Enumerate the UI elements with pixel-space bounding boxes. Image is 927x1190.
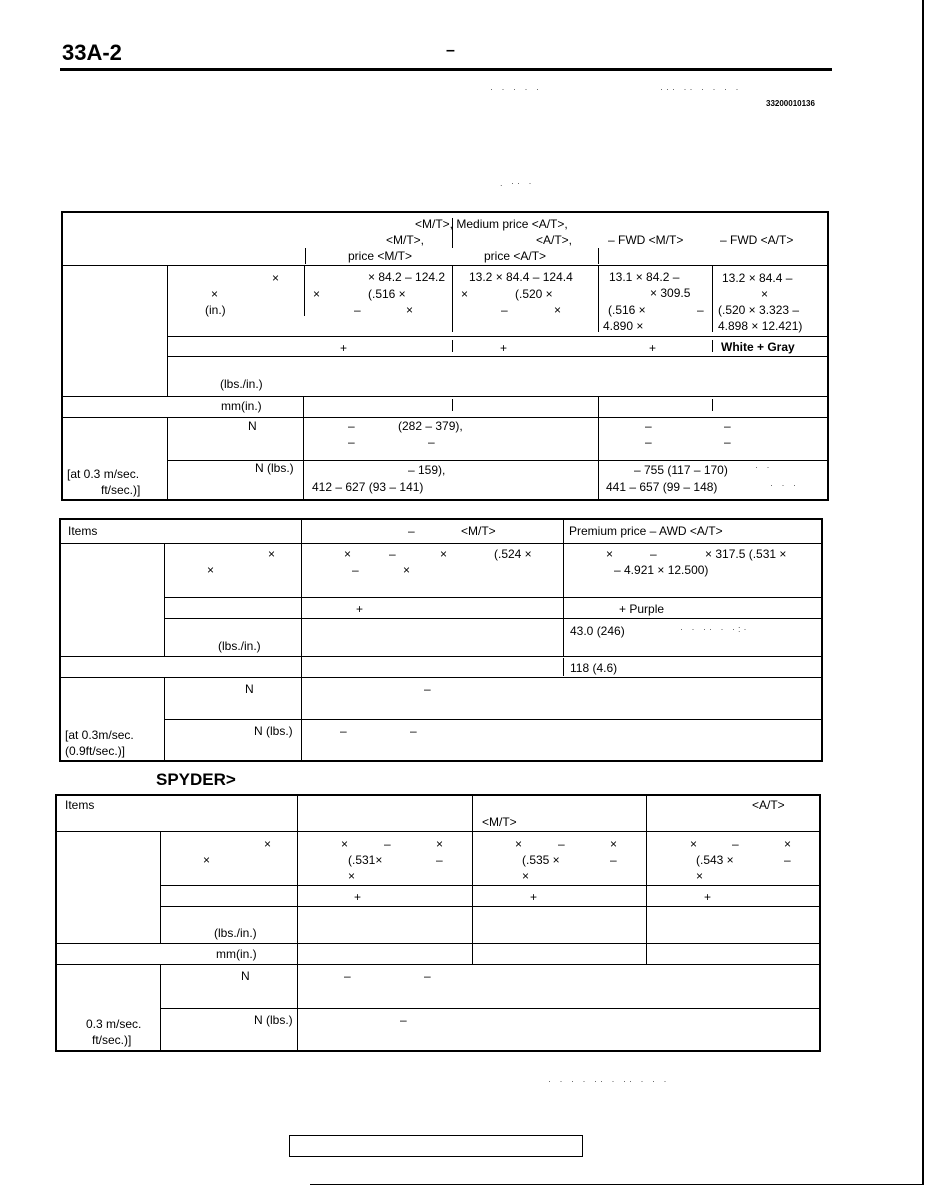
table-divider [165,618,822,619]
table-divider [712,399,713,411]
row-label: N [241,969,250,983]
cell: – 4.921 × 12.500) [614,563,709,577]
cell: × [403,563,411,577]
cell: – [732,837,739,851]
cell: (.520 × [515,287,553,301]
row-label: 0.3 m/sec. [86,1017,142,1031]
cell: × 84.2 – 124.2 [368,270,446,284]
table-divider [712,266,713,332]
cell: – [645,419,652,433]
row-label: (lbs./in.) [214,926,257,940]
cell: + [340,341,348,355]
document-code: 33200010136 [766,99,815,108]
cell: × [341,837,349,851]
table-divider [305,248,306,264]
row-label: (lbs./in.) [218,639,261,653]
cell: (.520 × 3.323 – [718,303,800,317]
scan-noise: . ·· · [500,178,535,188]
cell: 118 (4.6) [570,661,618,675]
table-divider [303,418,304,500]
row-label: N [245,682,254,696]
row-label: × [268,547,276,561]
table-divider [160,832,161,943]
table-divider [167,418,168,500]
cell: – [784,853,791,867]
cell: White + Gray [721,340,795,354]
row-label: × [207,563,215,577]
cell: 13.2 × 84.4 – 124.4 [469,270,573,284]
items-label: Items [65,798,95,812]
table-divider [452,266,453,332]
table-divider [165,719,822,720]
table-3-frame [55,794,821,1052]
scan-noise: · · · [770,480,799,490]
cell: – [340,724,347,738]
page-border-right [922,0,924,1185]
table-divider [56,831,820,832]
cell: + Purple [619,602,665,616]
row-label: × [211,287,219,301]
table-divider [167,266,168,396]
row-label: N [248,419,257,433]
row-label: × [272,271,280,285]
cell: – [400,1013,407,1027]
table-divider [161,1008,820,1009]
cell: (.516 × [608,303,646,317]
cell: 13.2 × 84.4 – [722,271,793,285]
cell: – 755 (117 – 170) [634,463,728,477]
cell: 441 – 657 (99 – 148) [606,480,718,494]
cell: – [428,435,435,449]
row-label: (0.9ft/sec.)] [65,744,126,758]
cell: (.531× [348,853,383,867]
cell: × [606,547,614,561]
cell: 412 – 627 (93 – 141) [312,480,424,494]
cell: × [406,303,414,317]
cell: × [348,869,356,883]
table-divider [56,964,820,965]
table-divider [61,417,827,418]
cell: – [410,724,417,738]
cell: – [697,303,704,317]
cell: × [610,837,618,851]
row-label: mm(in.) [221,399,262,413]
table-divider [304,266,305,316]
cell: 13.1 × 84.2 – [609,270,680,284]
cell: – [352,563,359,577]
row-label: (in.) [205,303,226,317]
cell: – [558,837,565,851]
column-header: <M/T> [461,524,496,538]
scan-noise: · · · · ·· · ·· · · · [548,1076,670,1086]
cell: (.524 × [494,547,532,561]
cell: × [313,287,321,301]
scan-noise: · · ·· · ·:· [680,624,750,634]
cell: (.516 × [368,287,406,301]
page-border-bottom [310,1184,923,1185]
cell: – [389,547,396,561]
cell: × [696,869,704,883]
row-label: N (lbs.) [254,1013,293,1027]
table-divider [598,248,599,264]
table-divider [297,795,298,1051]
cell: – [724,419,731,433]
cell: × [522,869,530,883]
cell: 4.898 × 12.421) [718,319,803,333]
column-header: <A/T>, [536,233,573,247]
table-divider [563,519,564,656]
column-header: Premium price – AWD <A/T> [569,524,723,538]
column-header: <M/T>, [386,233,425,247]
table-divider [303,397,304,417]
scan-noise: · · [755,462,773,472]
page-number: 33A-2 [62,40,122,65]
cell: – [645,435,652,449]
row-label: ft/sec.)] [92,1033,132,1047]
table-divider [598,266,599,332]
table-divider [56,943,820,944]
table-divider [168,336,827,337]
table-divider [452,399,453,411]
column-header: <A/T> [752,798,785,812]
row-label: ft/sec.)] [101,483,141,497]
cell: + [649,341,657,355]
table-divider [452,340,453,352]
table-divider [60,677,822,678]
cell: – [610,853,617,867]
table-divider [161,885,820,886]
row-label: [at 0.3m/sec. [65,728,134,742]
header-dash: – [446,42,455,59]
column-header: price <A/T> [484,249,547,263]
cell: (.543 × [696,853,734,867]
cell: × [515,837,523,851]
cell: + [354,890,362,904]
cell: + [500,341,508,355]
cell: (282 – 379), [398,419,463,433]
cell: – [424,969,431,983]
scan-noise: ··· ·· · · · · [660,84,742,94]
header-rule [60,68,832,71]
footer-box [289,1135,583,1157]
table-divider [712,340,713,352]
cell: – [344,969,351,983]
column-header: – FWD <M/T> [608,233,684,247]
cell: – [384,837,391,851]
cell: + [530,890,538,904]
table-divider [61,500,827,501]
cell: – [348,419,355,433]
column-header: <M/T> [482,815,517,829]
row-label: × [264,837,272,851]
cell: 4.890 × [603,319,644,333]
cell: × [461,287,469,301]
table-divider [165,597,822,598]
cell: – [724,435,731,449]
column-header: – [408,524,415,538]
items-label: Items [68,524,98,538]
row-label: [at 0.3 m/sec. [67,467,140,481]
table-divider [161,906,820,907]
row-label: mm(in.) [216,947,257,961]
cell: + [356,602,364,616]
cell: × [784,837,792,851]
cell: – [354,303,361,317]
cell: – [501,303,508,317]
row-label: N (lbs.) [254,724,293,738]
scan-noise: · · · · · [490,84,542,94]
table-divider [646,795,647,965]
cell: 43.0 (246) [570,624,625,638]
cell: × [690,837,698,851]
table-divider [301,519,302,761]
cell: × [761,287,769,301]
table-divider [472,795,473,965]
cell: × [436,837,444,851]
cell: + [704,890,712,904]
column-header: price <M/T> [348,249,413,263]
column-header: – FWD <A/T> [720,233,794,247]
cell: × 309.5 [650,286,691,300]
row-label: × [203,853,211,867]
table-divider [164,544,165,656]
row-label: (lbs./in.) [220,377,263,391]
cell: (.535 × [522,853,560,867]
cell: – [650,547,657,561]
table-divider [61,396,827,397]
table-divider [60,543,822,544]
table-divider [168,356,827,357]
row-label: N (lbs.) [255,461,294,475]
cell: – [348,435,355,449]
table-divider [563,658,564,676]
cell: × [554,303,562,317]
cell: – 159), [408,463,446,477]
cell: × [440,547,448,561]
table-divider [60,656,822,657]
section-title: SPYDER> [156,770,236,789]
cell: – [424,682,431,696]
cell: – [436,853,443,867]
column-header: <M/T>, Medium price <A/T>, [415,217,568,231]
cell: × 317.5 (.531 × [705,547,787,561]
table-divider [598,397,599,500]
cell: × [344,547,352,561]
